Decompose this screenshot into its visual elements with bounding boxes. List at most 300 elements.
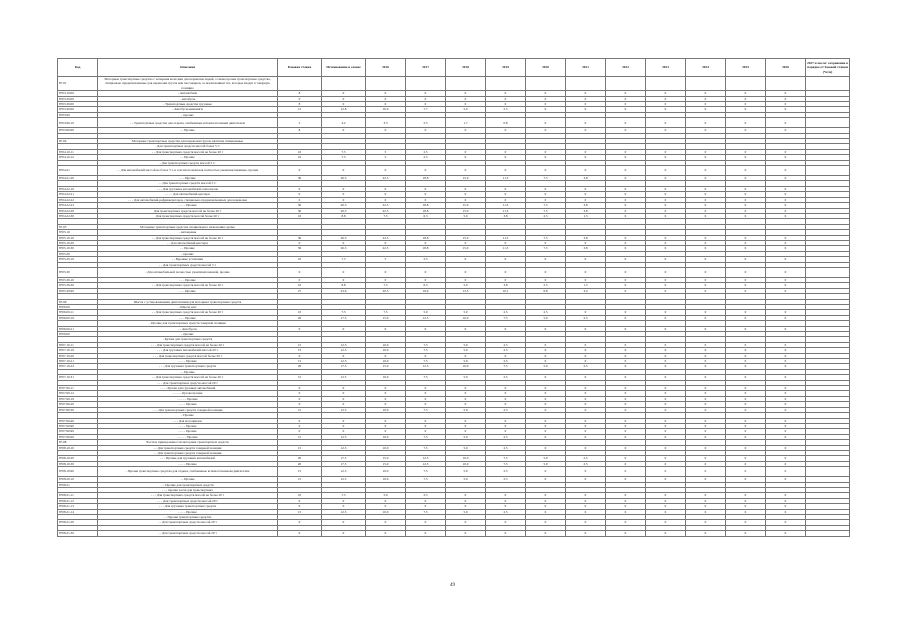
row-value: 0 xyxy=(606,461,646,466)
row-value: 2.5 xyxy=(566,456,606,461)
row-value: 5 xyxy=(366,257,406,262)
row-value: 0 xyxy=(726,434,766,439)
row-value: 0 xyxy=(486,128,526,133)
row-value: 0 xyxy=(766,213,806,218)
row-value: 0 xyxy=(686,208,726,213)
row-value: 0 xyxy=(606,149,646,154)
row-value: 22.5 xyxy=(366,235,406,240)
row-value: 0 xyxy=(646,107,686,112)
row-value: 18.8 xyxy=(406,208,446,213)
row-value: 0 xyxy=(766,429,806,434)
row-value: 7.5 xyxy=(406,477,446,482)
row-value: 0 xyxy=(726,128,766,133)
row-value: 0 xyxy=(726,402,766,407)
row-value: 0 xyxy=(646,342,686,347)
row-value: 12.5 xyxy=(322,407,366,412)
row-value: 7.5 xyxy=(526,235,566,240)
row-value: 0 xyxy=(366,520,406,525)
row-value xyxy=(806,531,850,536)
row-description: - - - Для грузовых транспортных средств xyxy=(98,364,278,369)
row-value: 10.0 xyxy=(366,467,406,477)
row-description: - - - Прочие xyxy=(98,315,278,320)
row-value: 11.3 xyxy=(486,246,526,251)
row-value: 0 xyxy=(686,315,726,320)
row-value: 8 xyxy=(278,128,322,133)
row-value: 0 xyxy=(726,277,766,282)
row-value: 0 xyxy=(526,493,566,498)
row-value: 0 xyxy=(686,176,726,181)
row-value: 0 xyxy=(566,445,606,450)
row-value: 0 xyxy=(686,203,726,208)
row-value: 0 xyxy=(406,396,446,401)
row-value: 18.8 xyxy=(406,235,446,240)
row-value: 0 xyxy=(278,240,322,245)
row-value: 0 xyxy=(566,509,606,514)
row-value: 0 xyxy=(566,267,606,277)
row-value: 0 xyxy=(526,257,566,262)
row-description: - Шасси для: xyxy=(98,304,278,309)
row-code: 8708.21.20 xyxy=(58,520,98,525)
row-value: 0 xyxy=(766,407,806,412)
row-value: 5 xyxy=(366,149,406,154)
row-value: 7.5 xyxy=(406,407,446,412)
row-value: 0 xyxy=(366,326,406,331)
row-value: 20 xyxy=(278,364,322,369)
row-value: 0 xyxy=(646,91,686,96)
table-row xyxy=(58,118,850,128)
row-value: 0 xyxy=(766,531,806,536)
row-value: 0 xyxy=(646,418,686,423)
row-value: 12.5 xyxy=(322,445,366,450)
row-value xyxy=(526,77,566,91)
row-value: 0 xyxy=(686,240,726,245)
row-value: 1.3 xyxy=(566,213,606,218)
row-value: 0 xyxy=(766,91,806,96)
row-value: 15 xyxy=(278,445,322,450)
row-value: 0 xyxy=(566,504,606,509)
row-value: 0 xyxy=(526,477,566,482)
row-value: 0 xyxy=(606,203,646,208)
table-body xyxy=(58,77,850,537)
row-value: 15.0 xyxy=(366,456,406,461)
row-value: 0 xyxy=(766,418,806,423)
row-value: 0 xyxy=(526,118,566,128)
row-value: 0 xyxy=(726,467,766,477)
row-value: 0 xyxy=(446,91,486,96)
row-value: 0 xyxy=(646,128,686,133)
row-value: 0 xyxy=(726,445,766,450)
row-value: 0 xyxy=(446,277,486,282)
row-value: 0 xyxy=(566,91,606,96)
row-value: 30 xyxy=(278,176,322,181)
row-value: 22.5 xyxy=(366,176,406,181)
row-value: 0 xyxy=(566,310,606,315)
row-value: 0 xyxy=(446,128,486,133)
row-value: 0 xyxy=(406,128,446,133)
row-value: 2.5 xyxy=(566,461,606,466)
row-code: 8704.22.10 xyxy=(58,186,98,191)
row-value: 0 xyxy=(726,396,766,401)
row-value: 0 xyxy=(278,520,322,525)
row-value: 2.5 xyxy=(526,283,566,288)
row-value: 0 xyxy=(766,402,806,407)
row-value: 0 xyxy=(606,91,646,96)
row-value xyxy=(806,77,850,91)
row-value: 0 xyxy=(322,396,366,401)
header-code: Код xyxy=(58,59,98,77)
page-number: 49 xyxy=(450,583,455,588)
row-value: 0 xyxy=(766,197,806,202)
row-value: 0 xyxy=(686,288,726,293)
row-code: 8704.22.30 xyxy=(58,213,98,218)
row-description: - - - - - Прочие xyxy=(98,434,278,439)
row-value: 0 xyxy=(766,348,806,353)
row-value: 0 xyxy=(766,283,806,288)
row-value: 12.5 xyxy=(322,359,366,364)
header-year: 2016 xyxy=(366,59,406,77)
row-value: 0 xyxy=(686,461,726,466)
row-description: - - - - Для автомобилей-цистерн xyxy=(98,192,278,197)
row-value: 26.3 xyxy=(322,235,366,240)
row-value: 0 xyxy=(486,155,526,160)
row-value xyxy=(566,77,606,91)
row-description: - - - - Прочие xyxy=(98,203,278,208)
row-value: 0 xyxy=(646,192,686,197)
row-value: 0 xyxy=(646,429,686,434)
row-value: 0 xyxy=(766,477,806,482)
row-value: 10 xyxy=(278,283,322,288)
row-code: 8707.90.00 xyxy=(58,434,98,439)
row-value: 0 xyxy=(406,520,446,525)
row-value: 0 xyxy=(646,102,686,107)
row-value: 2.5 xyxy=(406,155,446,160)
row-value: 5.0 xyxy=(446,310,486,315)
row-value: 0 xyxy=(686,386,726,391)
row-description: - - - Прочие xyxy=(98,176,278,181)
row-value: 10 xyxy=(278,213,322,218)
row-code: 8705.20 xyxy=(58,251,98,256)
row-value: 0 xyxy=(726,386,766,391)
row-description: - - - - Прочие xyxy=(98,423,278,428)
row-value: 0 xyxy=(646,96,686,101)
row-value: 0 xyxy=(526,504,566,509)
row-value: 0 xyxy=(726,504,766,509)
row-value: 0 xyxy=(726,208,766,213)
row-value: 0 xyxy=(526,192,566,197)
row-value: 0 xyxy=(766,315,806,320)
row-value: 0 xyxy=(406,102,446,107)
row-description: - Для транспортных средств массой 5 т: xyxy=(98,160,278,165)
row-value: 0 xyxy=(446,149,486,154)
row-value: 0 xyxy=(486,91,526,96)
table-row xyxy=(58,267,850,277)
row-value: 0 xyxy=(446,498,486,503)
row-value: 0 xyxy=(646,208,686,213)
row-value: 0 xyxy=(686,257,726,262)
row-description: - - Для транспортных средств массой 20 т xyxy=(98,531,278,536)
row-value xyxy=(806,467,850,477)
row-value: 10 xyxy=(278,310,322,315)
row-description: - - - прочие части для транспортных xyxy=(98,487,278,492)
row-value: 0 xyxy=(566,375,606,380)
row-value: 0 xyxy=(646,386,686,391)
row-value: 0 xyxy=(446,391,486,396)
row-value: 0 xyxy=(446,423,486,428)
row-code: 8708.10.90 xyxy=(58,467,98,477)
row-value: 0 xyxy=(566,520,606,525)
row-value: 0 xyxy=(606,396,646,401)
row-code: 8704.21.20 xyxy=(58,176,98,181)
row-value: 2.5 xyxy=(486,434,526,439)
row-description: - - Для транспортных средств массой не более 20 т xyxy=(98,375,278,380)
row-value: 15 xyxy=(278,467,322,477)
row-code: 8707.10.20 xyxy=(58,353,98,358)
row-value: 0 xyxy=(322,91,366,96)
row-value: 0 xyxy=(766,288,806,293)
row-value: 0 xyxy=(526,391,566,396)
row-value: 5.0 xyxy=(446,434,486,439)
row-value: 0 xyxy=(646,197,686,202)
row-value: 0 xyxy=(726,213,766,218)
row-value: 5.0 xyxy=(446,407,486,412)
row-value: 12.5 xyxy=(322,467,366,477)
row-value: 0 xyxy=(526,402,566,407)
row-code: 87.08 xyxy=(58,440,98,445)
row-code: 8703.30.00 xyxy=(58,102,98,107)
row-value: 0 xyxy=(606,423,646,428)
row-description: - - - - Прочие xyxy=(98,509,278,514)
row-value: 0 xyxy=(646,240,686,245)
row-code: 87.06 xyxy=(58,299,98,304)
row-value: 0 xyxy=(726,96,766,101)
row-value: 0 xyxy=(686,407,726,412)
row-value: 30 xyxy=(278,203,322,208)
row-value: 0 xyxy=(766,456,806,461)
row-code: 8708.21.12 xyxy=(58,498,98,503)
row-value xyxy=(806,118,850,128)
row-value: 5 xyxy=(278,118,322,128)
header-year: 2022 xyxy=(606,59,646,77)
row-value: 0 xyxy=(646,166,686,176)
row-value: 7.5 xyxy=(406,342,446,347)
row-description: - - Для автомобилей-цистерн xyxy=(98,240,278,245)
row-value: 7.5 xyxy=(486,315,526,320)
row-value: 0 xyxy=(726,429,766,434)
row-value: 0 xyxy=(278,391,322,396)
row-description: - - - - Прочие xyxy=(98,402,278,407)
row-value: 0 xyxy=(686,149,726,154)
row-value: 2.5 xyxy=(406,118,446,128)
row-value: 0 xyxy=(646,531,686,536)
row-value: 0 xyxy=(646,498,686,503)
row-value: 0 xyxy=(322,128,366,133)
row-value: 0 xyxy=(446,155,486,160)
row-description: - - Прочие xyxy=(98,369,278,374)
row-code: 8705.10.10 xyxy=(58,235,98,240)
row-value: 0 xyxy=(486,498,526,503)
row-value: 0 xyxy=(322,277,366,282)
row-value: 0 xyxy=(606,509,646,514)
row-value: 7.5 xyxy=(366,213,406,218)
row-value: 0 xyxy=(526,96,566,101)
row-value: 0 xyxy=(726,493,766,498)
row-value: 0 xyxy=(366,128,406,133)
row-value: 0 xyxy=(486,102,526,107)
row-description: - прочие: xyxy=(98,112,278,117)
row-code: 8703.20.00 xyxy=(58,96,98,101)
row-value: 3.8 xyxy=(566,208,606,213)
row-value: 0 xyxy=(566,418,606,423)
row-value: 0 xyxy=(726,102,766,107)
row-value: 0 xyxy=(322,402,366,407)
row-value: 0 xyxy=(566,498,606,503)
row-value: 0 xyxy=(446,386,486,391)
row-value: 0 xyxy=(486,240,526,245)
row-value: 0 xyxy=(606,192,646,197)
row-value: 0 xyxy=(322,531,366,536)
row-code: 8707.90.20 xyxy=(58,402,98,407)
row-value: 15.0 xyxy=(446,176,486,181)
row-value: 0 xyxy=(726,418,766,423)
row-value: 0 xyxy=(646,504,686,509)
row-value: 0 xyxy=(766,434,806,439)
row-value: 0 xyxy=(766,208,806,213)
row-code: 8707.90.30 xyxy=(58,407,98,412)
header-year: 2025 xyxy=(726,59,766,77)
row-value: 0 xyxy=(686,520,726,525)
row-value: 0 xyxy=(606,353,646,358)
row-value: 0 xyxy=(526,467,566,477)
row-description: - - Прочие транспортные средства xyxy=(98,515,278,520)
row-code: 8704.22.23 xyxy=(58,203,98,208)
row-value: 0 xyxy=(686,128,726,133)
row-value: 0 xyxy=(566,391,606,396)
row-value: 0 xyxy=(526,149,566,154)
row-value: 0 xyxy=(278,498,322,503)
header-year: 2024 xyxy=(686,59,726,77)
row-value: 0 xyxy=(406,96,446,101)
row-value: 0 xyxy=(606,240,646,245)
row-value: 0 xyxy=(278,277,322,282)
row-description: - - - - Прочие xyxy=(98,429,278,434)
row-value: 15 xyxy=(278,434,322,439)
row-value: 0 xyxy=(606,186,646,191)
row-value: 0 xyxy=(406,429,446,434)
row-value: 0 xyxy=(606,277,646,282)
tariff-table xyxy=(57,58,850,537)
row-value: 0 xyxy=(566,407,606,412)
row-value: 0 xyxy=(446,429,486,434)
row-value: 22.5 xyxy=(366,246,406,251)
row-value: 0 xyxy=(366,192,406,197)
row-value: 0 xyxy=(566,149,606,154)
row-value: 0 xyxy=(726,348,766,353)
row-value: 0 xyxy=(486,396,526,401)
row-value: 0 xyxy=(646,257,686,262)
row-value: 7.5 xyxy=(406,445,446,450)
header-base-season: Исчезновение в сезоне xyxy=(322,59,366,77)
row-value: 0 xyxy=(646,407,686,412)
row-value: 0 xyxy=(606,197,646,202)
row-value: 0 xyxy=(646,423,686,428)
row-value: 0 xyxy=(566,277,606,282)
row-value: 0 xyxy=(486,197,526,202)
row-value: 17.5 xyxy=(322,461,366,466)
row-value: 0 xyxy=(606,213,646,218)
row-value: 7.5 xyxy=(526,203,566,208)
row-value: 4.2 xyxy=(322,118,366,128)
row-value: 0 xyxy=(646,461,686,466)
row-value: 0 xyxy=(646,326,686,331)
row-value: 0 xyxy=(406,423,446,428)
row-value: 0 xyxy=(726,246,766,251)
row-value: 0 xyxy=(406,267,446,277)
row-value: 30 xyxy=(278,246,322,251)
row-code: 8708.21.13 xyxy=(58,504,98,509)
row-value: 15.0 xyxy=(446,235,486,240)
document-page xyxy=(57,58,849,537)
row-value: 10.0 xyxy=(366,509,406,514)
header-year: 2026 xyxy=(766,59,806,77)
row-value: 0 xyxy=(278,96,322,101)
row-value: 0 xyxy=(646,176,686,181)
row-value: 0 xyxy=(766,396,806,401)
row-value: 26.3 xyxy=(322,176,366,181)
row-value: 0 xyxy=(606,477,646,482)
row-value: 0 xyxy=(566,402,606,407)
row-value: 7.5 xyxy=(322,155,366,160)
row-value: 7.7 xyxy=(406,107,446,112)
row-value: 10.0 xyxy=(446,315,486,320)
row-value: 0 xyxy=(646,509,686,514)
row-value: 12.5 xyxy=(406,364,446,369)
header-year: 2020 xyxy=(526,59,566,77)
row-value: 2.5 xyxy=(486,467,526,477)
row-value: 0 xyxy=(606,493,646,498)
row-code: 8707.10.21 xyxy=(58,359,98,364)
row-value: 5.0 xyxy=(446,375,486,380)
row-value: 0 xyxy=(526,407,566,412)
row-value: 0 xyxy=(526,342,566,347)
row-value: 7.5 xyxy=(526,246,566,251)
row-value: 17.5 xyxy=(322,456,366,461)
row-value: 10.0 xyxy=(366,342,406,347)
row-value: 0 xyxy=(446,531,486,536)
row-value: 0 xyxy=(322,267,366,277)
row-value: 0 xyxy=(766,375,806,380)
row-value: 2.5 xyxy=(486,375,526,380)
row-value: 0 xyxy=(646,203,686,208)
row-code: 8705.10.20 xyxy=(58,240,98,245)
row-value xyxy=(322,77,366,91)
row-value: 0 xyxy=(366,418,406,423)
row-value: 0 xyxy=(766,310,806,315)
row-value: 10.0 xyxy=(446,456,486,461)
row-value: 0 xyxy=(322,197,366,202)
table-row xyxy=(58,77,850,91)
row-value: 0 xyxy=(526,375,566,380)
row-value: 7.5 xyxy=(406,375,446,380)
row-code: 8705.30.90 xyxy=(58,288,98,293)
row-value: 0 xyxy=(526,91,566,96)
row-value: 3.8 xyxy=(566,176,606,181)
row-value: 18.8 xyxy=(406,176,446,181)
row-value: 10.0 xyxy=(366,445,406,450)
row-value: 0 xyxy=(726,531,766,536)
row-value: 2.5 xyxy=(406,149,446,154)
row-value: 0 xyxy=(646,235,686,240)
row-value: 0 xyxy=(606,445,646,450)
